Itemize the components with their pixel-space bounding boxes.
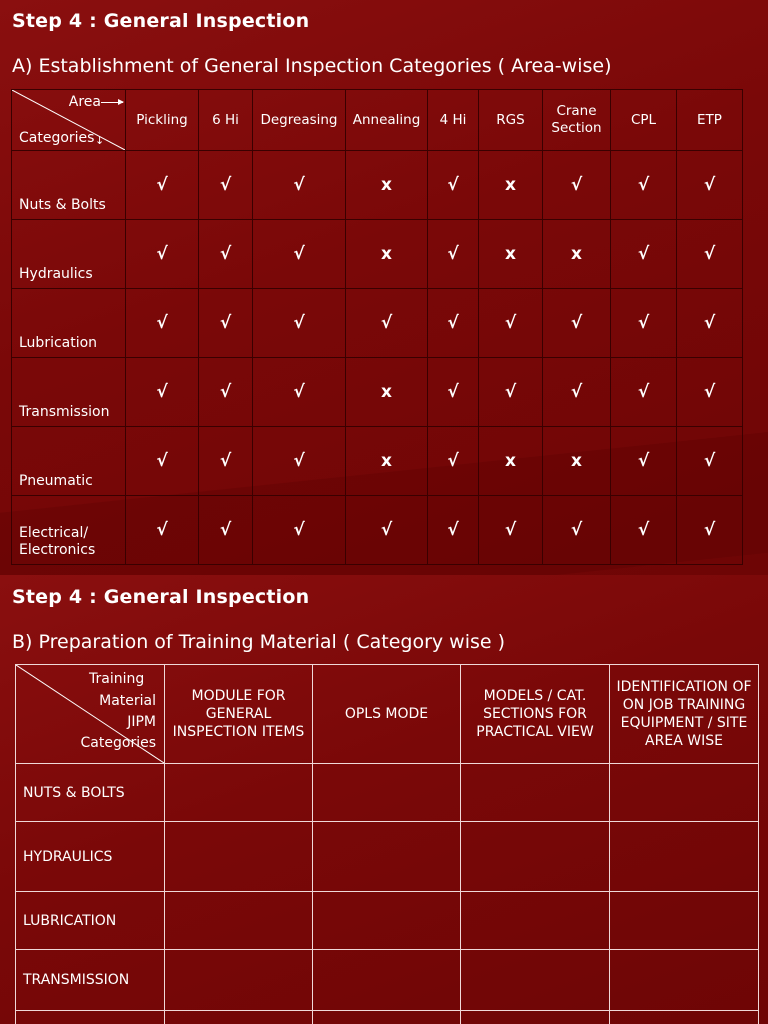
table-row: [12, 220, 743, 289]
categories-label: Categories: [19, 130, 95, 146]
cross-mark: x: [479, 220, 543, 289]
check-mark: √: [126, 151, 199, 220]
check-mark: √: [199, 220, 253, 289]
arrow-down-icon: ↓: [95, 134, 105, 147]
check-mark: √: [611, 151, 677, 220]
slide1-subtitle: A) Establishment of General Inspection Categories ( Area-wise): [12, 55, 612, 77]
check-mark: √: [543, 358, 611, 427]
empty-cell: [16, 1011, 165, 1024]
cross-mark: x: [346, 358, 428, 427]
area-header: Degreasing: [253, 90, 346, 151]
empty-cell[interactable]: [165, 950, 313, 1011]
check-mark: √: [126, 289, 199, 358]
empty-cell[interactable]: [610, 822, 759, 892]
check-mark: √: [611, 289, 677, 358]
area-header: CPL: [611, 90, 677, 151]
slide1-title: Step 4 : General Inspection: [12, 10, 310, 32]
check-mark: √: [253, 427, 346, 496]
check-mark: √: [253, 220, 346, 289]
area-header: Pickling: [126, 90, 199, 151]
check-mark: √: [346, 496, 428, 565]
column-header: MODELS / CAT. SECTIONS FOR PRACTICAL VIEW: [461, 665, 610, 764]
empty-cell[interactable]: [165, 764, 313, 822]
column-header: MODULE FOR GENERAL INSPECTION ITEMS: [165, 665, 313, 764]
corner-cell: [12, 90, 126, 151]
empty-cell[interactable]: [165, 822, 313, 892]
empty-cell[interactable]: [313, 892, 461, 950]
cross-mark: x: [543, 220, 611, 289]
area-header: ETP: [677, 90, 743, 151]
check-mark: √: [126, 427, 199, 496]
area-header: RGS: [479, 90, 543, 151]
check-mark: √: [479, 358, 543, 427]
area-category-table: [11, 89, 743, 565]
check-mark: √: [543, 289, 611, 358]
empty-cell[interactable]: [610, 892, 759, 950]
area-header: 6 Hi: [199, 90, 253, 151]
training-material-table: [15, 664, 759, 1024]
area-label: Area: [68, 94, 101, 110]
cross-mark: x: [479, 151, 543, 220]
category-cell: HYDRAULICS: [16, 822, 165, 892]
check-mark: √: [428, 220, 479, 289]
category-cell: NUTS & BOLTS: [16, 764, 165, 822]
category-cell: LUBRICATION: [16, 892, 165, 950]
check-mark: √: [428, 151, 479, 220]
categories-label: Categories: [80, 735, 156, 751]
check-mark: √: [611, 427, 677, 496]
corner-cell: [16, 665, 165, 764]
check-mark: √: [253, 151, 346, 220]
slide-training-material: [0, 575, 768, 1024]
table-header-row: [12, 90, 743, 151]
table-row: [12, 289, 743, 358]
table-row: [12, 358, 743, 427]
check-mark: √: [199, 496, 253, 565]
empty-cell[interactable]: [461, 950, 610, 1011]
check-mark: √: [543, 151, 611, 220]
category-cell: TRANSMISSION: [16, 950, 165, 1011]
table-row: [16, 1011, 759, 1024]
check-mark: √: [199, 358, 253, 427]
check-mark: √: [677, 358, 743, 427]
area-header: 4 Hi: [428, 90, 479, 151]
column-header: IDENTIFICATION OF ON JOB TRAINING EQUIPMENT / SITE AREA WISE: [610, 665, 759, 764]
cross-mark: x: [346, 427, 428, 496]
check-mark: √: [677, 496, 743, 565]
slide2-title: Step 4 : General Inspection: [12, 586, 310, 608]
slide2-subtitle: B) Preparation of Training Material ( Category wise ): [12, 631, 506, 653]
check-mark: √: [428, 358, 479, 427]
empty-cell[interactable]: [461, 892, 610, 950]
cross-mark: x: [346, 220, 428, 289]
arrow-right-icon: [101, 102, 123, 103]
check-mark: √: [677, 289, 743, 358]
table-row: [12, 496, 743, 565]
empty-cell: [165, 1011, 313, 1024]
check-mark: √: [677, 151, 743, 220]
table-row: [16, 764, 759, 822]
table-row: [16, 892, 759, 950]
material-label: Material: [99, 693, 156, 709]
check-mark: √: [479, 496, 543, 565]
table-row: [12, 151, 743, 220]
check-mark: √: [428, 427, 479, 496]
cross-mark: x: [543, 427, 611, 496]
check-mark: √: [611, 358, 677, 427]
empty-cell[interactable]: [461, 764, 610, 822]
category-cell: Nuts & Bolts: [12, 151, 126, 220]
category-cell: Pneumatic: [12, 427, 126, 496]
check-mark: √: [199, 427, 253, 496]
jipm-label: JIPM: [127, 714, 156, 730]
area-header: Annealing: [346, 90, 428, 151]
area-header: Crane Section: [543, 90, 611, 151]
empty-cell[interactable]: [610, 950, 759, 1011]
check-mark: √: [428, 289, 479, 358]
empty-cell: [461, 1011, 610, 1024]
check-mark: √: [611, 496, 677, 565]
check-mark: √: [199, 289, 253, 358]
category-cell: Electrical/ Electronics: [12, 496, 126, 565]
check-mark: √: [677, 427, 743, 496]
check-mark: √: [479, 289, 543, 358]
cross-mark: x: [346, 151, 428, 220]
empty-cell[interactable]: [313, 822, 461, 892]
empty-cell[interactable]: [165, 892, 313, 950]
check-mark: √: [543, 496, 611, 565]
empty-cell[interactable]: [313, 764, 461, 822]
check-mark: √: [253, 289, 346, 358]
table-header-row: [16, 665, 759, 764]
empty-cell: [610, 1011, 759, 1024]
category-cell: Hydraulics: [12, 220, 126, 289]
empty-cell: [313, 1011, 461, 1024]
category-cell: Transmission: [12, 358, 126, 427]
check-mark: √: [677, 220, 743, 289]
empty-cell[interactable]: [610, 764, 759, 822]
check-mark: √: [126, 220, 199, 289]
check-mark: √: [346, 289, 428, 358]
empty-cell[interactable]: [313, 950, 461, 1011]
table-row: [16, 950, 759, 1011]
training-label: Training: [89, 671, 145, 687]
table-row: [16, 822, 759, 892]
column-header: OPLS MODE: [313, 665, 461, 764]
check-mark: √: [199, 151, 253, 220]
category-cell: Lubrication: [12, 289, 126, 358]
empty-cell[interactable]: [461, 822, 610, 892]
check-mark: √: [428, 496, 479, 565]
check-mark: √: [126, 496, 199, 565]
cross-mark: x: [479, 427, 543, 496]
table-row: [12, 427, 743, 496]
check-mark: √: [611, 220, 677, 289]
check-mark: √: [253, 496, 346, 565]
check-mark: √: [253, 358, 346, 427]
check-mark: √: [126, 358, 199, 427]
